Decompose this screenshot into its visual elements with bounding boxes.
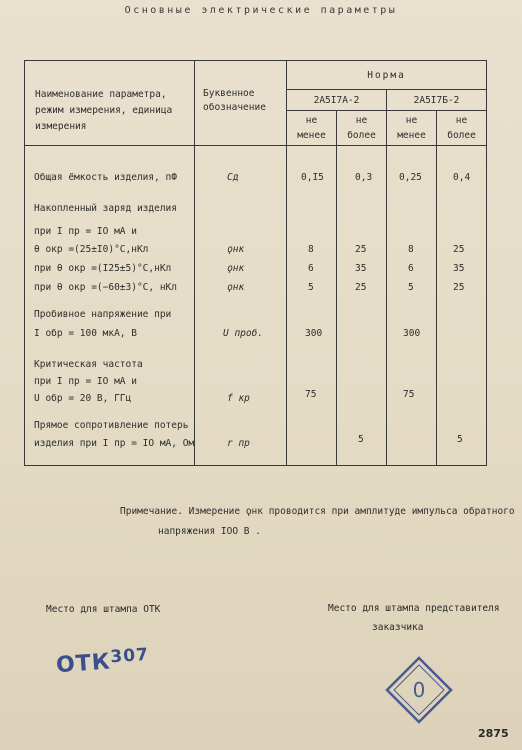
row-2-text-b: при I пр = IО мА и <box>34 226 137 237</box>
diamond-stamp-text: 0 <box>412 678 426 702</box>
row-1-a-max: 0,3 <box>355 172 373 183</box>
row-4-a-max: 25 <box>355 282 367 293</box>
row-2-a-min: 8 <box>308 244 314 255</box>
column-parameter-text <box>25 146 195 466</box>
row-3-a-max: 35 <box>355 263 367 274</box>
row-7-designation: r пр <box>227 438 250 449</box>
parameters-table <box>24 60 487 466</box>
column-designation <box>195 146 287 466</box>
row-5-text-a: Пробивное напряжение при <box>34 309 172 320</box>
row-2-text-a: Накопленный заряд изделия <box>34 203 177 214</box>
customer-stamp-label-line-2: заказчика <box>372 622 424 633</box>
header-norma: Норма <box>287 61 487 90</box>
customer-stamp-label-line-1: Место для штампа представителя <box>328 603 500 614</box>
row-4-designation: ϙнк <box>227 282 245 293</box>
header-a-min: не менее <box>287 111 337 146</box>
header-designation: Буквенное обозначение <box>195 61 287 146</box>
row-4-a-min: 5 <box>308 282 314 293</box>
header-type-b: 2А5I7Б-2 <box>387 90 487 111</box>
row-1-b-min: 0,25 <box>399 172 422 183</box>
otk-stamp-label: Место для штампа ОТК <box>46 604 161 615</box>
row-3-designation: ϙнк <box>227 263 245 274</box>
page-title: Основные электрические параметры <box>124 5 398 16</box>
column-b-max <box>437 146 487 466</box>
row-4-b-max: 25 <box>453 282 465 293</box>
otk-stamp <box>55 645 150 678</box>
row-7-text-b: изделия при I пр = IО мА, Ом <box>34 438 195 449</box>
row-6-designation: f кр <box>227 393 250 404</box>
row-5-b-min: 300 <box>403 328 421 339</box>
header-b-max: не более <box>437 111 487 146</box>
note-line-2: напряжения IОО В . <box>158 526 261 537</box>
row-3-b-min: 6 <box>408 263 414 274</box>
header-a-max: не более <box>337 111 387 146</box>
row-4-b-min: 5 <box>408 282 414 293</box>
row-6-a-min: 75 <box>305 389 317 400</box>
row-2-text-c: θ окр =(25±I0)°С,нКл <box>34 244 149 255</box>
row-1-designation: Сд <box>227 172 239 183</box>
row-2-designation: ϙнк <box>227 244 245 255</box>
note-line-1: Примечание. Измерение ϙнк проводится при амплитуде импульса обратного <box>120 506 515 517</box>
row-5-designation: U проб. <box>223 328 264 339</box>
otk-stamp-text: ОТК <box>55 649 112 679</box>
row-6-text-b: при I пр = IО мА и <box>34 376 137 387</box>
row-2-b-min: 8 <box>408 244 414 255</box>
row-7-text-a: Прямое сопротивление потерь <box>34 420 189 431</box>
column-a-max <box>337 146 387 466</box>
row-1-a-min: 0,I5 <box>301 172 324 183</box>
row-7-b-max: 5 <box>457 434 463 445</box>
row-1-b-max: 0,4 <box>453 172 471 183</box>
diamond-stamp-icon <box>385 656 453 724</box>
row-2-b-max: 25 <box>453 244 465 255</box>
header-type-a: 2А5I7А-2 <box>287 90 387 111</box>
row-6-text-a: Критическая частота <box>34 359 143 370</box>
row-3-text: при θ окр =(I25±5)°С,нКл <box>34 263 172 274</box>
row-5-a-min: 300 <box>305 328 323 339</box>
column-b-min <box>387 146 437 466</box>
row-7-a-max: 5 <box>358 434 364 445</box>
row-3-a-min: 6 <box>308 263 314 274</box>
row-6-b-min: 75 <box>403 389 415 400</box>
row-1-text: Общая ёмкость изделия, пФ <box>34 172 177 183</box>
header-b-min: не менее <box>387 111 437 146</box>
row-3-b-max: 35 <box>453 263 465 274</box>
row-6-text-c: U обр = 20 В, ГГц <box>34 393 132 404</box>
header-parameter-name: Наименование параметра, режим измерения, единица измерения <box>25 61 195 146</box>
row-5-text-b: I обр = 100 мкА, В <box>34 328 137 339</box>
column-a-min <box>287 146 337 466</box>
row-2-a-max: 25 <box>355 244 367 255</box>
page-number: 2875 <box>478 727 509 740</box>
row-4-text: при θ окр =(−60±3)°С, нКл <box>34 282 177 293</box>
otk-stamp-number: 307 <box>109 644 150 668</box>
